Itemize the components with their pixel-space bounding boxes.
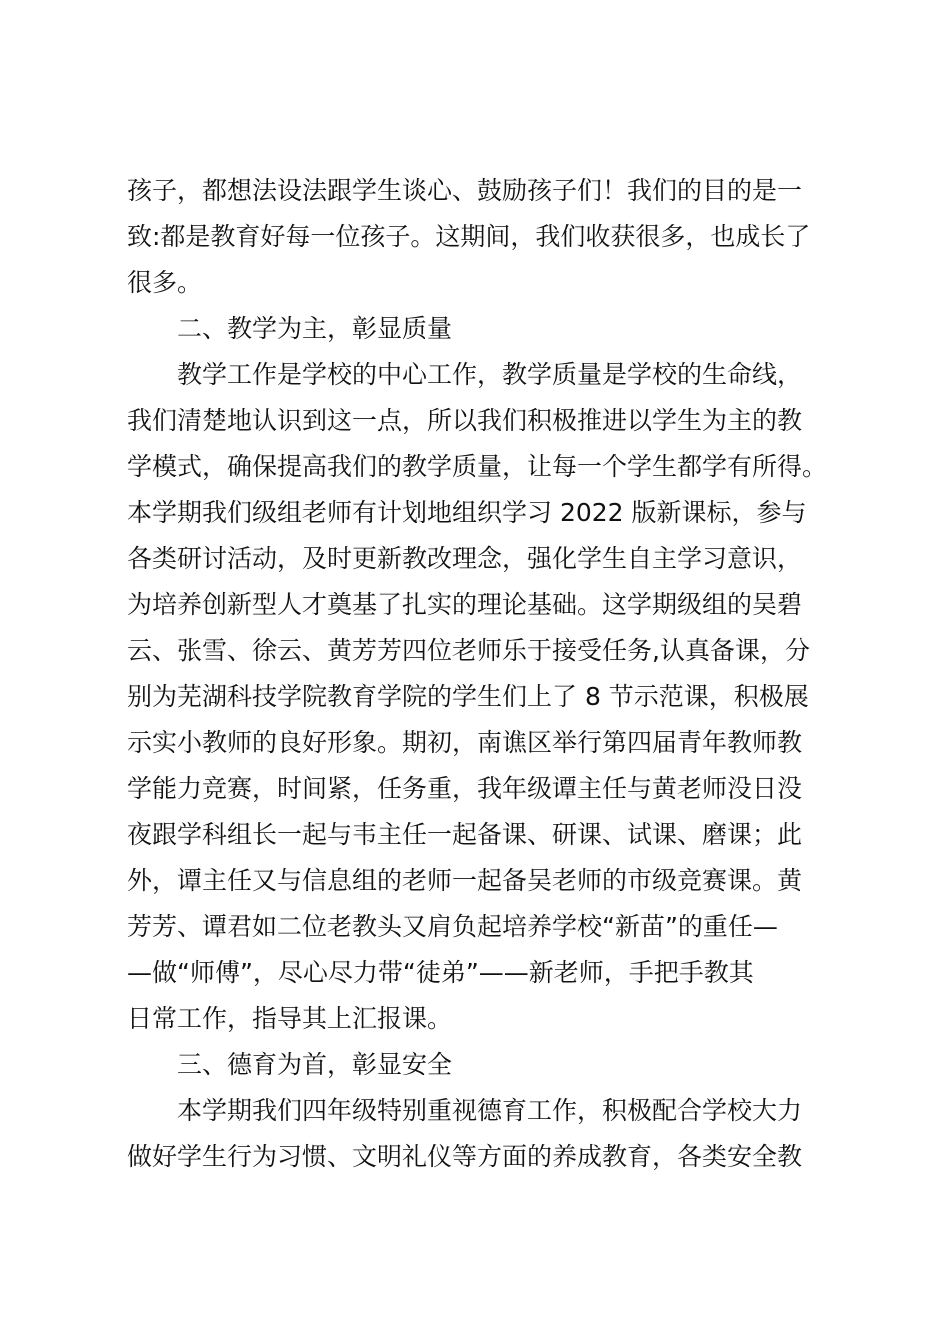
paragraph-line: 致:都是教育好每一位孩子。这期间，我们收获很多，也成长了: [127, 222, 811, 251]
paragraph-line: 孩子，都想法设法跟学生谈心、鼓励孩子们！我们的目的是一: [127, 176, 803, 205]
paragraph-line: 别为芜湖科技学院教育学院的学生们上了 8 节示范课，积极展: [127, 682, 809, 711]
paragraph-line: 为培养创新型人才奠基了扎实的理论基础。这学期级组的吴碧: [127, 590, 803, 619]
paragraph-line: —做“师傅”，尽心尽力带“徒弟”——新老师，手把手教其: [127, 958, 754, 987]
section-heading: 三、德育为首，彰显安全: [177, 1050, 453, 1079]
paragraph-line: 教学工作是学校的中心工作，教学质量是学校的生命线，: [177, 360, 803, 389]
paragraph-line: 学模式，确保提高我们的教学质量，让每一个学生都学有所得。: [127, 452, 828, 481]
paragraph-line: 本学期我们级组老师有计划地组织学习 2022 版新课标，参与: [127, 498, 807, 527]
paragraph-line: 做好学生行为习惯、文明礼仪等方面的养成教育，各类安全教: [127, 1142, 803, 1171]
paragraph-line: 学能力竞赛，时间紧，任务重，我年级谭主任与黄老师没日没: [127, 774, 803, 803]
paragraph-line: 云、张雪、徐云、黄芳芳四位老师乐于接受任务,认真备课，分: [127, 636, 810, 665]
paragraph-line: 夜跟学科组长一起与韦主任一起备课、研课、试课、磨课；此: [127, 820, 803, 849]
paragraph-line: 示实小教师的良好形象。期初，南谯区举行第四届青年教师教: [127, 728, 803, 757]
paragraph-line: 很多。: [127, 268, 203, 297]
paragraph-line: 各类研讨活动，及时更新教改理念，强化学生自主学习意识，: [127, 544, 803, 573]
paragraph-line: 芳芳、谭君如二位老教头又肩负起培养学校“新苗”的重任—: [127, 912, 778, 941]
paragraph-line: 我们清楚地认识到这一点，所以我们积极推进以学生为主的教: [127, 406, 803, 435]
paragraph-line: 本学期我们四年级特别重视德育工作，积极配合学校大力: [177, 1096, 803, 1125]
paragraph-line: 外，谭主任又与信息组的老师一起备吴老师的市级竞赛课。黄: [127, 866, 803, 895]
paragraph-line: 日常工作，指导其上汇报课。: [127, 1004, 453, 1033]
section-heading: 二、教学为主，彰显质量: [177, 314, 453, 343]
